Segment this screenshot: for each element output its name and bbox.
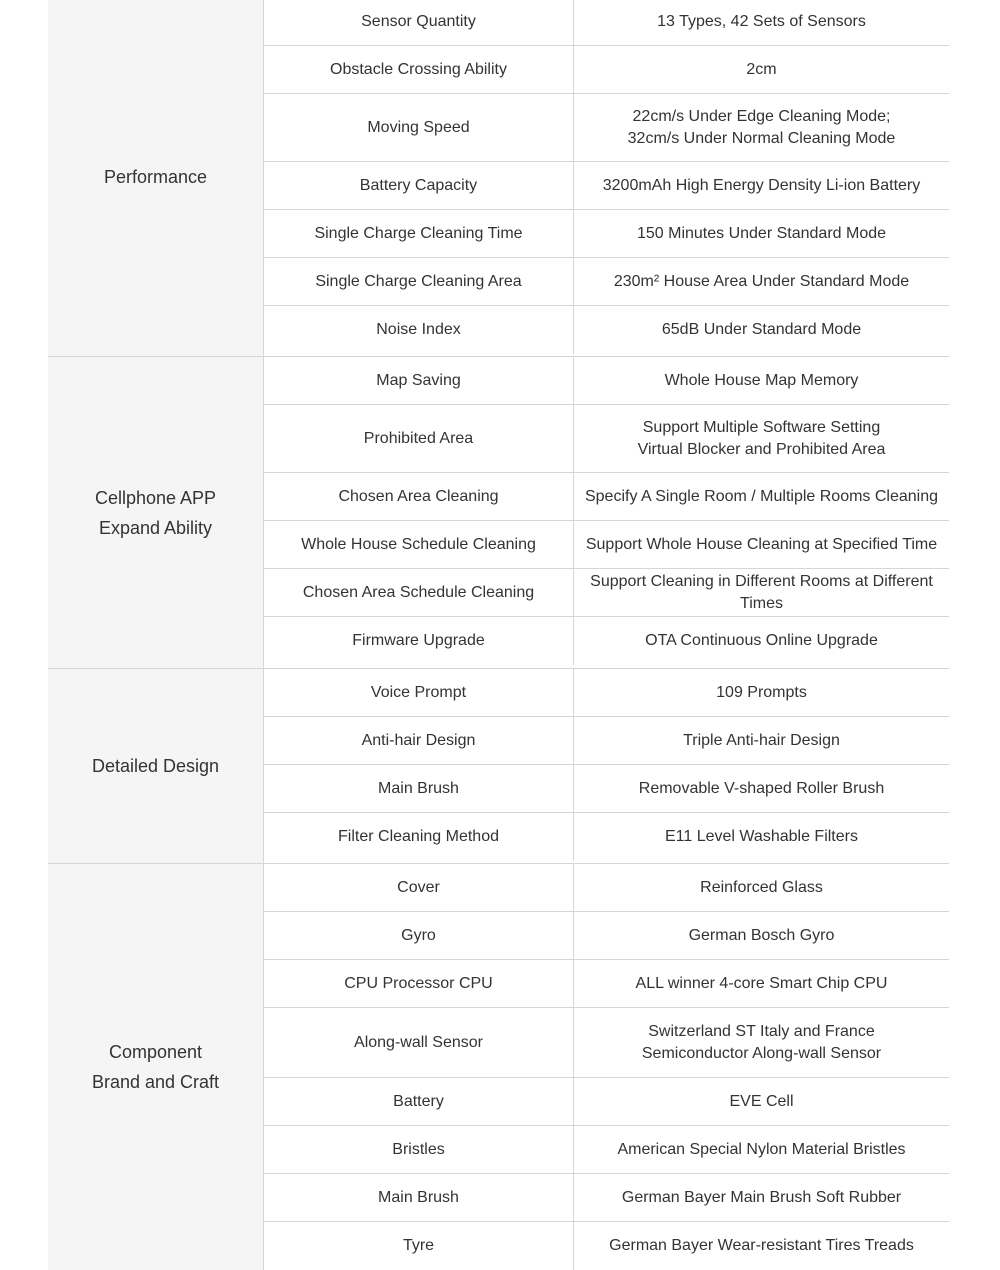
spec-rows: [264, 669, 949, 863]
spec-group-design: [48, 669, 949, 864]
value-cell: 22cm/s Under Edge Cleaning Mode; 32cm/s Under Normal Cleaning Mode: [627, 107, 896, 147]
table-row: [264, 1222, 949, 1270]
value-cell: German Bosch Gyro: [688, 926, 835, 944]
value-cell: Support Cleaning in Different Rooms at Different Times: [590, 572, 933, 612]
feature-cell: Filter Cleaning Method: [264, 813, 574, 861]
value-cell: OTA Continuous Online Upgrade: [645, 632, 878, 649]
table-row: [264, 405, 949, 473]
table-row: [264, 521, 949, 569]
table-row: [264, 1008, 949, 1078]
table-row: [264, 210, 949, 258]
value-cell: Switzerland ST Italy and France Semiconductor Along-wall Sensor: [641, 1022, 882, 1062]
category-cell: [48, 0, 264, 356]
table-row: [264, 864, 949, 912]
spec-group-component: [48, 864, 949, 1270]
feature-cell: Sensor Quantity: [264, 0, 574, 45]
feature-cell: Firmware Upgrade: [264, 617, 574, 665]
feature-cell: Chosen Area Cleaning: [264, 473, 574, 520]
feature-cell: Gyro: [264, 912, 574, 959]
spec-rows: [264, 864, 949, 1270]
feature-cell: Obstacle Crossing Ability: [264, 46, 574, 93]
feature-cell: CPU Processor CPU: [264, 960, 574, 1007]
feature-cell: Whole House Schedule Cleaning: [264, 521, 574, 568]
table-row: [264, 669, 949, 717]
feature-cell: Prohibited Area: [264, 405, 574, 472]
feature-cell: Battery: [264, 1078, 574, 1125]
value-cell: German Bayer Wear-resistant Tires Treads: [609, 1237, 914, 1254]
value-cell: Triple Anti-hair Design: [683, 731, 840, 749]
value-cell: 13 Types, 42 Sets of Sensors: [657, 12, 866, 30]
feature-cell: Noise Index: [264, 306, 574, 354]
value-cell: E11 Level Washable Filters: [665, 828, 858, 845]
table-row: [264, 569, 949, 617]
value-cell: Whole House Map Memory: [664, 371, 859, 389]
value-cell: Removable V-shaped Roller Brush: [638, 779, 885, 797]
table-row: [264, 1126, 949, 1174]
category-label: Cellphone APP Expand Ability: [94, 487, 217, 538]
table-row: [264, 473, 949, 521]
category-label: Component Brand and Craft: [91, 1042, 220, 1092]
spec-group-app: [48, 357, 949, 669]
feature-cell: Anti-hair Design: [264, 717, 574, 764]
feature-cell: Bristles: [264, 1126, 574, 1173]
feature-cell: Cover: [264, 864, 574, 911]
feature-cell: Main Brush: [264, 765, 574, 812]
feature-cell: Chosen Area Schedule Cleaning: [264, 569, 574, 616]
table-row: [264, 717, 949, 765]
table-row: [264, 46, 949, 94]
value-cell: American Special Nylon Material Bristles: [617, 1140, 906, 1158]
table-row: [264, 162, 949, 210]
category-label: Detailed Design: [91, 756, 220, 776]
feature-cell: Battery Capacity: [264, 162, 574, 209]
table-row: [264, 912, 949, 960]
feature-cell: Map Saving: [264, 357, 574, 404]
table-row: [264, 1078, 949, 1126]
value-cell: Support Whole House Cleaning at Specified Time: [585, 535, 938, 553]
category-cell: [48, 864, 264, 1270]
spec-rows: [264, 0, 949, 356]
spec-table: [48, 0, 949, 1270]
value-cell: Reinforced Glass: [700, 878, 823, 896]
table-row: [264, 0, 949, 46]
value-cell: 65dB Under Standard Mode: [661, 321, 862, 338]
feature-cell: Tyre: [264, 1222, 574, 1270]
value-cell: Support Multiple Software Setting Virtual Blocker and Prohibited Area: [637, 418, 886, 458]
value-cell: 230m² House Area Under Standard Mode: [613, 272, 910, 290]
value-cell: German Bayer Main Brush Soft Rubber: [621, 1188, 902, 1206]
spec-rows: [264, 357, 949, 668]
table-row: [264, 765, 949, 813]
feature-cell: Along-wall Sensor: [264, 1008, 574, 1077]
table-row: [264, 1174, 949, 1222]
value-cell: 150 Minutes Under Standard Mode: [636, 224, 887, 242]
feature-cell: Main Brush: [264, 1174, 574, 1221]
spec-group-performance: [48, 0, 949, 357]
value-cell: ALL winner 4-core Smart Chip CPU: [635, 974, 888, 992]
feature-cell: Moving Speed: [264, 94, 574, 161]
table-row: [264, 960, 949, 1008]
value-cell: 109 Prompts: [716, 683, 807, 701]
value-cell: 3200mAh High Energy Density Li-ion Battery: [602, 176, 921, 194]
table-row: [264, 306, 949, 354]
category-cell: [48, 357, 264, 668]
category-cell: [48, 669, 264, 863]
category-label: Performance: [103, 167, 208, 187]
table-row: [264, 813, 949, 861]
feature-cell: Single Charge Cleaning Time: [264, 210, 574, 257]
table-row: [264, 258, 949, 306]
value-cell: EVE Cell: [729, 1092, 794, 1110]
feature-cell: Voice Prompt: [264, 669, 574, 716]
value-cell: 2cm: [746, 60, 777, 78]
table-row: [264, 617, 949, 665]
table-row: [264, 357, 949, 405]
feature-cell: Single Charge Cleaning Area: [264, 258, 574, 305]
table-row: [264, 94, 949, 162]
value-cell: Specify A Single Room / Multiple Rooms Cleaning: [584, 487, 939, 505]
